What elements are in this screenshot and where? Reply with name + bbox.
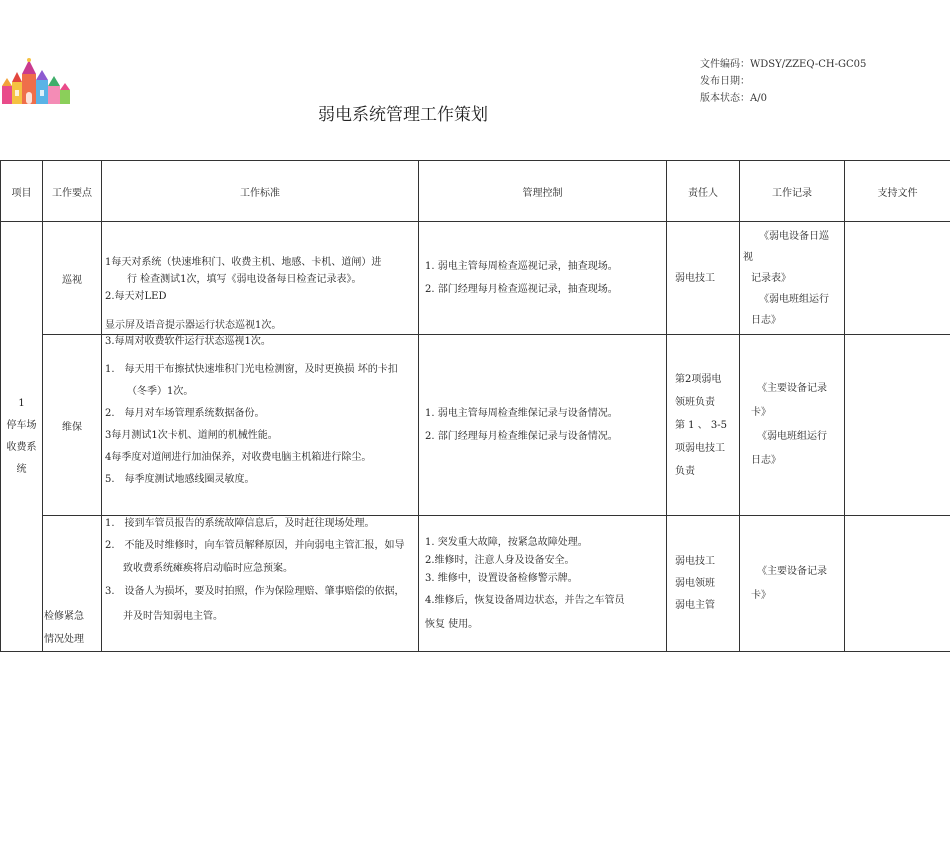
work-record-cell: 《弱电设备日巡 视 记录表》 《弱电班组运行 日志》 [740, 222, 845, 335]
header-work-standard: 工作标准 [102, 161, 419, 222]
header-project: 项目 [1, 161, 43, 222]
work-standard-cell: 1. 接到车管员报告的系统故障信息后，及时赶往现场处理。 2. 不能及时维修时，向车管员解释原因，并向弱电主管汇报，如导 致收费系统瘫痪将启动临时应急预案。 3. 设备人为损坏，要及时拍照，作为保险理赔、肇事赔偿的依据， 并及时告知弱电主管。 [102, 516, 419, 652]
document-meta [700, 56, 866, 107]
management-control-cell: 1. 突发重大故障，按紧急故障处理。 2.维修时，注意人身及设备安全。 3. 维修中，设置设备检修警示牌。 4.维修后，恢复设备周边状态，并告之车管员 恢复 使用。 [419, 516, 667, 652]
castle-logo-icon [0, 56, 72, 106]
work-standard-cell: 1每天对系统（快速堆积门、收费主机、地感、卡机、道闸）进 行 检查测试1次，填写《弱电设备每日检查记录表》。 2.每天对LED 显示屏及语音提示器运行状态巡视1次。 [102, 222, 419, 335]
work-point-cell: 巡视 [43, 222, 102, 335]
management-control-cell: 1. 弱电主管每周检查巡视记录，抽查现场。 2. 部门经理每月检查巡视记录，抽查现场。 [419, 222, 667, 335]
table-row [1, 222, 950, 335]
management-control-cell: 1. 弱电主管每周检查维保记录与设备情况。 2. 部门经理每月检查维保记录与设备情况。 [419, 335, 667, 516]
work-plan-table [0, 160, 950, 652]
responsible-person-cell: 第2项弱电 领班负责 第 1 、 3-5 项弱电技工 负责 [667, 335, 740, 516]
work-point-cell: 检修紧急 情况处理 [43, 516, 102, 652]
table-row [1, 516, 950, 652]
table-header-row [1, 161, 950, 222]
work-record-cell: 《主要设备记录 卡》 《弱电班组运行 日志》 [740, 335, 845, 516]
responsible-person-cell: 弱电技工 [667, 222, 740, 335]
publish-date: 发布日期： [700, 76, 750, 87]
responsible-person-cell: 弱电技工 弱电领班 弱电主管 [667, 516, 740, 652]
work-record-cell: 《主要设备记录 卡》 [740, 516, 845, 652]
support-files-cell [845, 222, 950, 335]
header-management-control: 管理控制 [419, 161, 667, 222]
version-status: 版本状态：A/0 [700, 93, 767, 104]
support-files-cell [845, 335, 950, 516]
header-work-point: 工作要点 [43, 161, 102, 222]
work-point-cell: 维保 [43, 335, 102, 516]
document-code: 文件编码：WDSY/ZZEQ-CH-GC05 [700, 59, 867, 70]
header-support-files: 支持文件 [845, 161, 950, 222]
header-work-record: 工作记录 [740, 161, 845, 222]
table-row [1, 335, 950, 516]
page-title: 弱电系统管理工作策划 [318, 105, 488, 125]
support-files-cell [845, 516, 950, 652]
header-responsible-person: 责任人 [667, 161, 740, 222]
work-standard-cell: 3.每周对收费软件运行状态巡视1次。 1. 每天用干布擦拭快速堆积门光电检测窗，及时更换损 坏的卡扣 （冬季）1次。 2. 每月对车场管理系统数据备份。 3每月测试1次卡机、道闸的机械性能。 4每季度对道闸进行加油保养，对收费电脑主机箱进行除尘。 5. 每季度测试地感线圈灵敏度。 [102, 335, 419, 516]
project-cell: 1 停车场 收费系 统 [1, 222, 43, 652]
